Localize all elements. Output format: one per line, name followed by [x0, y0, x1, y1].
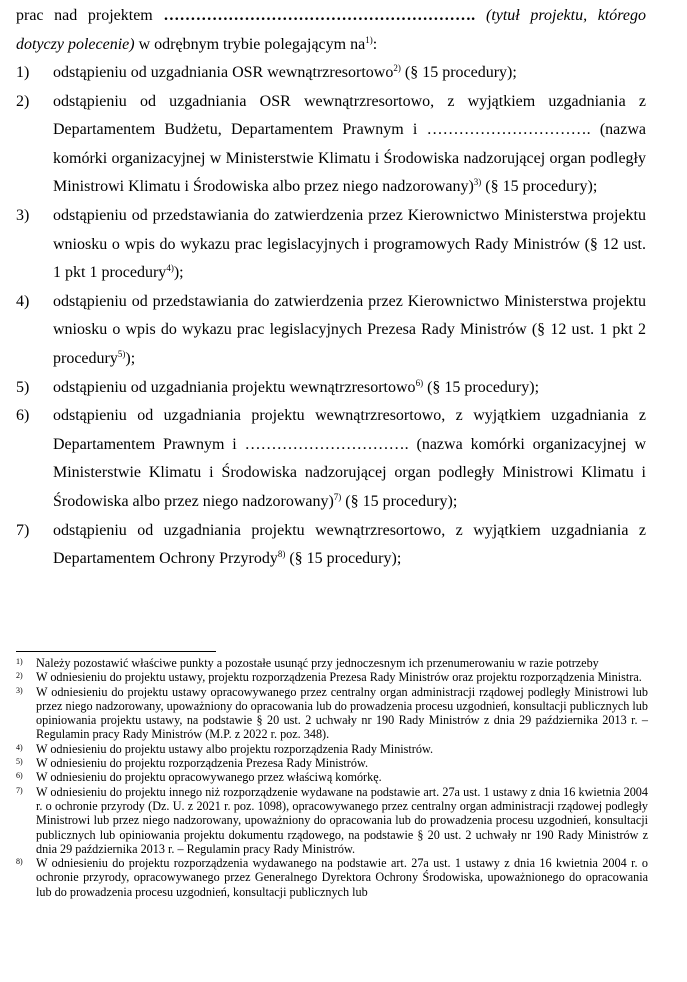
intro-italic-note-2: dotyczy polecenie) [16, 36, 135, 53]
item-text-part: odstąpieniu od uzgadniania OSR wewnątrzresortowo [53, 64, 394, 81]
item-text-part: ); [173, 264, 184, 282]
footnote-ref: 3) [473, 177, 482, 188]
item-number: 7) [16, 521, 30, 539]
footnote-text: W odniesieniu do projektu innego niż rozporządzenie wydawane na podstawie art. 27a ust. 1 ustawy z dnia 16 kwietnia 2004 r. o ochronie przyrody (Dz. U. z 2021 r. poz. 1098), opracowywanego przez centralny organ administracji rządowej podległy Ministrowi lub przez niego nadzorowany, upoważniony do opracowania lub do prowadzenia procesu uzgodnień, konsultacji publicznych lub opiniowania projektu dokumentu rządowego, na podstawie § 20 ust. 2 uchwały nr 190 Rady Ministrów z dnia 29 października 2013 r. – Regulamin pracy Rady Ministrów. [36, 784, 648, 856]
document-page [16, 0, 646, 574]
footnote-number: 3) [16, 685, 23, 695]
list-item [16, 59, 646, 88]
footnote-text: W odniesieniu do projektu rozporządzenia wydawanego na podstawie art. 27a ust. 1 ustawy z dnia 16 kwietnia 2004 r. o ochronie przyrody, opracowywanego przez Generalnego Dyrektora Ochrony Środowiska, upoważnionego do opracowania lub do prowadzenia procesu uzgodnień, konsultacji publicznych lub [36, 856, 648, 899]
item-text [53, 59, 646, 88]
intro-colon: : [372, 36, 378, 53]
intro-paragraph [16, 0, 646, 59]
footnote-ref: 1) [365, 35, 373, 45]
footnote [16, 756, 648, 770]
list-item [16, 517, 646, 574]
item-text-part: (§ 15 procedury); [341, 492, 458, 510]
footnote-text: W odniesieniu do projektu ustawy albo projektu rozporządzenia Rady Ministrów. [36, 741, 434, 756]
item-text-part: odstąpieniu od uzgadniania OSR wewnątrzresortowo, z wyjątkiem uzgadniania z Departamentem Budżetu, Departamentem Prawnym i …………………………. (nazwa komórki organizacyjnej w Ministerstwie Klimatu i Środowiska nadzorującej organ podległy Ministrowi Klimatu i Środowiska albo przez niego nadzorowany) [53, 92, 646, 196]
options-list [16, 59, 646, 574]
footnote [16, 785, 648, 856]
item-text-part: (§ 15 procedury); [400, 64, 517, 81]
list-item [16, 88, 646, 202]
footnote-text: W odniesieniu do projektu ustawy opracowywanego przez centralny organ administracji rządowej podległy Ministrowi lub przez niego nadzorowany, upoważniony do opracowania lub do prowadzenia procesu uzgodnień, konsultacji publicznych lub opiniowania projektu ustawy, na podstawie § 20 ust. 2 uchwały nr 190 Rady Ministrów z dnia 29 października 2013 r. – Regulamin pracy Rady Ministrów (M.P. z 2022 r. poz. 348). [36, 684, 648, 742]
item-number: 2) [16, 92, 30, 110]
intro-italic-note-1: (tytuł projektu, którego [485, 7, 646, 24]
footnote-number: 5) [16, 757, 23, 767]
item-text-part: odstąpieniu od uzgadniania projektu wewnątrzresortowo, z wyjątkiem uzgadniania z Departamentem Ochrony Przyrody [53, 521, 646, 568]
item-number: 4) [16, 292, 30, 310]
project-title-placeholder: …………………………………………………. [163, 7, 476, 24]
footnote-text: W odniesieniu do projektu ustawy, projektu rozporządzenia Prezesa Rady Ministrów oraz projektu rozporządzenia Ministra. [36, 670, 642, 685]
footnote-separator [16, 651, 216, 652]
list-item [16, 288, 646, 374]
footnote [16, 742, 648, 756]
item-text [53, 517, 646, 574]
intro-suffix: w odrębnym trybie polegającym na [134, 36, 366, 53]
footnotes-list [16, 656, 648, 899]
footnote [16, 770, 648, 784]
item-text [53, 402, 646, 516]
footnote-ref: 7) [333, 491, 342, 502]
item-text-part: odstąpieniu od przedstawiania do zatwierdzenia przez Kierownictwo Ministerstwa projektu wniosku o wpis do wykazu prac legislacyjnych i programowych Rady Ministrów (§ 12 ust. 1 pkt 1 procedury [53, 206, 646, 282]
footnote-ref: 8) [277, 549, 286, 560]
footnote [16, 656, 648, 670]
item-text [53, 88, 646, 202]
item-text-part: ); [125, 349, 136, 367]
footnote-ref: 4) [166, 263, 174, 274]
list-item [16, 402, 646, 516]
footnote-ref: 6) [415, 377, 424, 388]
footnote [16, 685, 648, 742]
footnote-number: 4) [16, 742, 23, 752]
footnote-text: W odniesieniu do projektu rozporządzenia Prezesa Rady Ministrów. [36, 756, 369, 771]
footnote-text: Należy pozostawić właściwe punkty a pozostałe usunąć przy jednoczesnym ich przenumerowaniu w razie potrzeby [36, 656, 599, 670]
footnote-text: W odniesieniu do projektu opracowywanego przez właściwą komórkę. [36, 770, 382, 785]
footnote-ref: 2) [393, 63, 401, 73]
footnote-number: 7) [16, 785, 23, 795]
intro-line-1 [16, 1, 646, 30]
item-text [53, 202, 646, 288]
footnote-number: 2) [16, 671, 23, 681]
footnote [16, 856, 648, 899]
item-text-part: odstąpieniu od przedstawiania do zatwierdzenia przez Kierownictwo Ministerstwa projektu wniosku o wpis do wykazu prac legislacyjnych Prezesa Rady Ministrów (§ 12 ust. 1 pkt 2 procedury [53, 292, 646, 367]
item-text-part: (§ 15 procedury); [423, 378, 540, 396]
item-number: 6) [16, 407, 30, 425]
footnote-ref: 5) [117, 348, 126, 359]
footnote-number: 1) [16, 657, 23, 666]
item-text-part: odstąpieniu od uzgadniania projektu wewnątrzresortowo, z wyjątkiem uzgadniania z Departamentem Prawnym i …………………………. (nazwa komórki organizacyjnej w Ministerstwie Klimatu i Środowiska nadzorującej organ podległy Ministrowi Klimatu i Środowiska albo przez niego nadzorowany) [53, 407, 646, 510]
item-number: 5) [16, 378, 30, 396]
item-text [53, 288, 646, 374]
footnote-number: 6) [16, 771, 23, 781]
item-text-part: odstąpieniu od uzgadniania projektu wewnątrzresortowo [53, 378, 416, 396]
intro-prefix: prac nad projektem [16, 7, 164, 24]
footnote-number: 8) [16, 857, 23, 867]
footnote [16, 670, 648, 684]
item-number: 1) [16, 64, 30, 81]
item-text-part: (§ 15 procedury); [481, 178, 598, 196]
item-number: 3) [16, 206, 30, 224]
list-item [16, 374, 646, 403]
item-text [53, 374, 646, 403]
list-item [16, 202, 646, 288]
item-text-part: (§ 15 procedury); [285, 550, 402, 568]
